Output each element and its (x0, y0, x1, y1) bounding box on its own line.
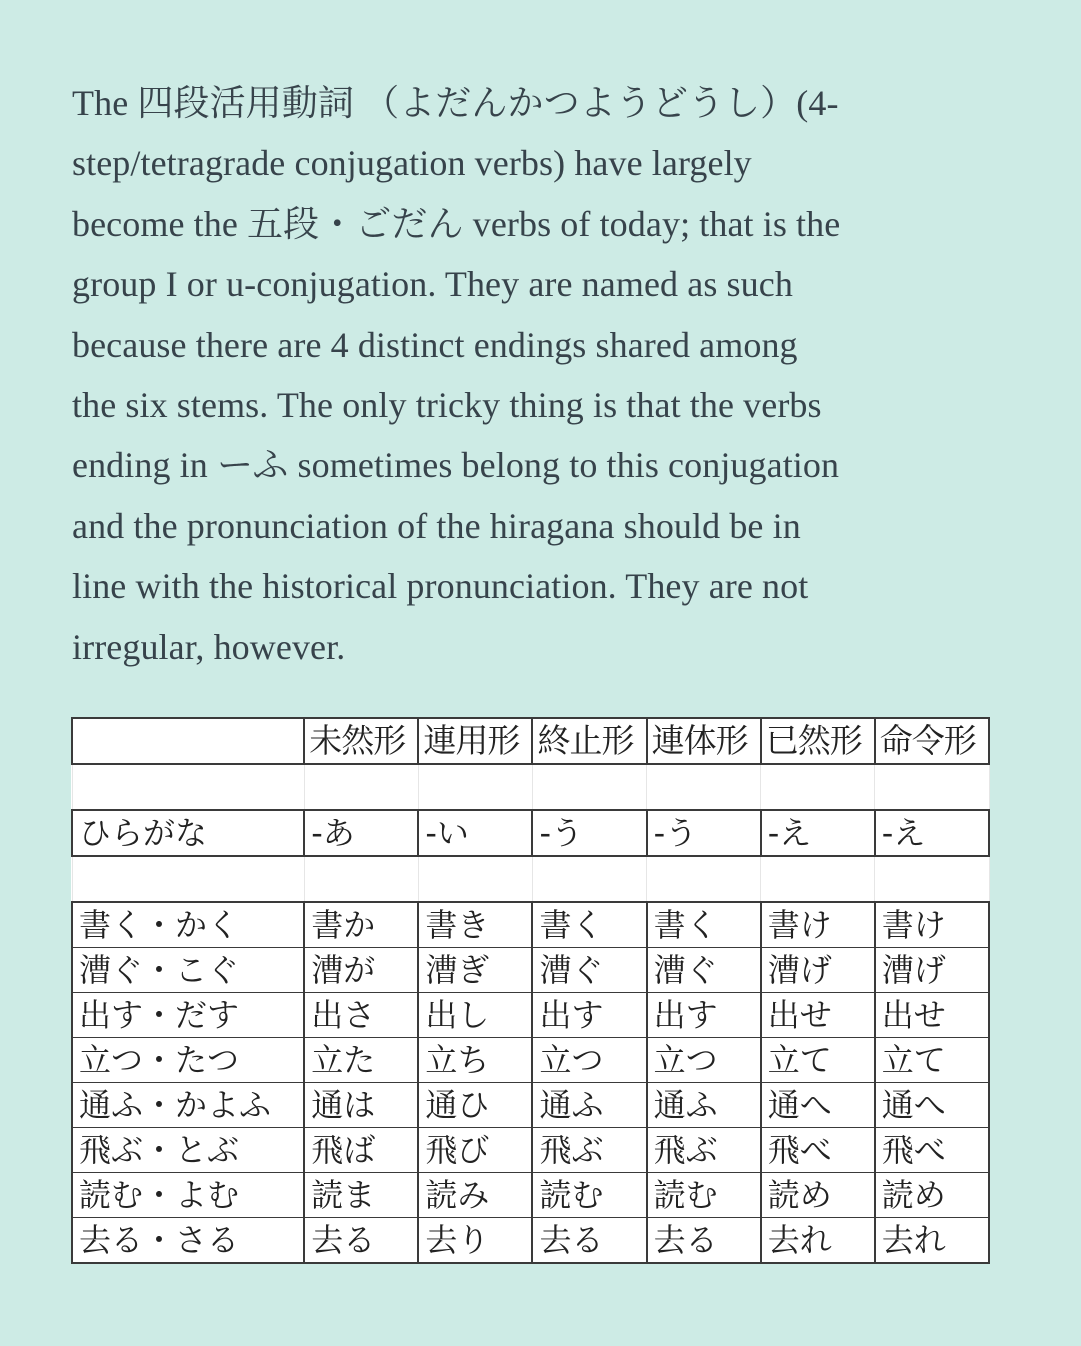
conjugation-table (71, 717, 990, 1264)
table-row (72, 948, 989, 993)
article-paragraph (72, 73, 1002, 677)
verb-label: 去る・さる (72, 1218, 304, 1264)
empty-cell (304, 764, 418, 810)
conjugation-cell: 漕ぐ (647, 948, 761, 993)
conjugation-cell: 立て (875, 1038, 989, 1083)
table-row (72, 993, 989, 1038)
conjugation-cell: 通ふ (647, 1083, 761, 1128)
conjugation-cell: 通ひ (418, 1083, 532, 1128)
conjugation-cell: 通へ (761, 1083, 875, 1128)
conjugation-cell: 出せ (761, 993, 875, 1038)
paragraph-line: group I or u-conjugation. They are named as such (72, 264, 793, 305)
verb-label: 読む・よむ (72, 1173, 304, 1218)
conjugation-cell: 去り (418, 1218, 532, 1264)
verb-label: 通ふ・かよふ (72, 1083, 304, 1128)
paragraph-line: become the 五段・ごだん verbs of today; that is the (72, 203, 841, 244)
conjugation-cell: 漕ぎ (418, 948, 532, 993)
conjugation-cell: 出せ (875, 993, 989, 1038)
ending-cell: -う (647, 810, 761, 856)
conjugation-cell: 去る (304, 1218, 418, 1264)
conjugation-cell: 立つ (647, 1038, 761, 1083)
paragraph-line: line with the historical pronunciation. They are not (72, 566, 809, 607)
spacer-row (72, 856, 989, 902)
paragraph-line: and the pronunciation of the hiragana should be in (72, 505, 801, 546)
ending-cell: -え (761, 810, 875, 856)
paragraph-line: step/tetragrade conjugation verbs) have largely (72, 143, 752, 184)
table-row (72, 1128, 989, 1173)
table-row (72, 1038, 989, 1083)
empty-cell (418, 856, 532, 902)
table-row (72, 1173, 989, 1218)
conjugation-cell: 出し (418, 993, 532, 1038)
empty-cell (72, 856, 304, 902)
conjugation-cell: 漕が (304, 948, 418, 993)
row-label: ひらがな (72, 810, 304, 856)
conjugation-cell: 飛ば (304, 1128, 418, 1173)
empty-cell (875, 764, 989, 810)
ending-cell: -え (875, 810, 989, 856)
conjugation-cell: 飛び (418, 1128, 532, 1173)
empty-cell (761, 764, 875, 810)
conjugation-cell: 読め (875, 1173, 989, 1218)
conjugation-cell: 読む (532, 1173, 646, 1218)
conjugation-table-image (71, 717, 990, 1275)
header-cell: 終止形 (532, 718, 646, 764)
verb-label: 立つ・たつ (72, 1038, 304, 1083)
table-header-row (72, 718, 989, 764)
conjugation-cell: 読む (647, 1173, 761, 1218)
conjugation-cell: 書く (532, 902, 646, 948)
hiragana-ending-row (72, 810, 989, 856)
conjugation-cell: 通は (304, 1083, 418, 1128)
header-cell: 命令形 (875, 718, 989, 764)
conjugation-cell: 出す (532, 993, 646, 1038)
empty-cell (647, 856, 761, 902)
header-cell: 連体形 (647, 718, 761, 764)
header-cell (72, 718, 304, 764)
conjugation-cell: 読ま (304, 1173, 418, 1218)
empty-cell (72, 764, 304, 810)
ending-cell: -う (532, 810, 646, 856)
paragraph-line: because there are 4 distinct endings shared among (72, 324, 798, 365)
empty-cell (761, 856, 875, 902)
conjugation-cell: 飛べ (761, 1128, 875, 1173)
conjugation-cell: 漕げ (875, 948, 989, 993)
conjugation-cell: 書く (647, 902, 761, 948)
conjugation-cell: 出さ (304, 993, 418, 1038)
table-row (72, 1083, 989, 1128)
header-cell: 未然形 (304, 718, 418, 764)
spacer-row (72, 764, 989, 810)
conjugation-cell: 読み (418, 1173, 532, 1218)
conjugation-cell: 漕ぐ (532, 948, 646, 993)
conjugation-cell: 書け (875, 902, 989, 948)
conjugation-cell: 去れ (761, 1218, 875, 1264)
empty-cell (875, 856, 989, 902)
header-cell: 已然形 (761, 718, 875, 764)
paragraph-line: irregular, however. (72, 626, 346, 667)
empty-cell (418, 764, 532, 810)
table-row (72, 902, 989, 948)
conjugation-cell: 去る (647, 1218, 761, 1264)
empty-cell (647, 764, 761, 810)
paragraph-line: the six stems. The only tricky thing is that the verbs (72, 384, 822, 425)
conjugation-cell: 去れ (875, 1218, 989, 1264)
table-row (72, 1218, 989, 1264)
ending-cell: -い (418, 810, 532, 856)
conjugation-cell: 出す (647, 993, 761, 1038)
conjugation-cell: 去る (532, 1218, 646, 1264)
conjugation-cell: 立て (761, 1038, 875, 1083)
paragraph-line: The 四段活用動詞 （よだんかつようどうし）(4- (72, 83, 839, 123)
empty-cell (532, 764, 646, 810)
conjugation-cell: 飛べ (875, 1128, 989, 1173)
conjugation-cell: 通へ (875, 1083, 989, 1128)
verb-label: 出す・だす (72, 993, 304, 1038)
conjugation-cell: 書け (761, 902, 875, 948)
conjugation-cell: 漕げ (761, 948, 875, 993)
conjugation-cell: 書か (304, 902, 418, 948)
conjugation-cell: 書き (418, 902, 532, 948)
conjugation-cell: 飛ぶ (647, 1128, 761, 1173)
conjugation-cell: 飛ぶ (532, 1128, 646, 1173)
conjugation-cell: 読め (761, 1173, 875, 1218)
conjugation-cell: 通ふ (532, 1083, 646, 1128)
conjugation-cell: 立た (304, 1038, 418, 1083)
ending-cell: -あ (304, 810, 418, 856)
empty-cell (304, 856, 418, 902)
conjugation-cell: 立つ (532, 1038, 646, 1083)
verb-label: 書く・かく (72, 902, 304, 948)
header-cell: 連用形 (418, 718, 532, 764)
verb-label: 漕ぐ・こぐ (72, 948, 304, 993)
verb-label: 飛ぶ・とぶ (72, 1128, 304, 1173)
empty-cell (532, 856, 646, 902)
paragraph-line: ending in ーふ sometimes belong to this conjugation (72, 445, 840, 486)
conjugation-cell: 立ち (418, 1038, 532, 1083)
